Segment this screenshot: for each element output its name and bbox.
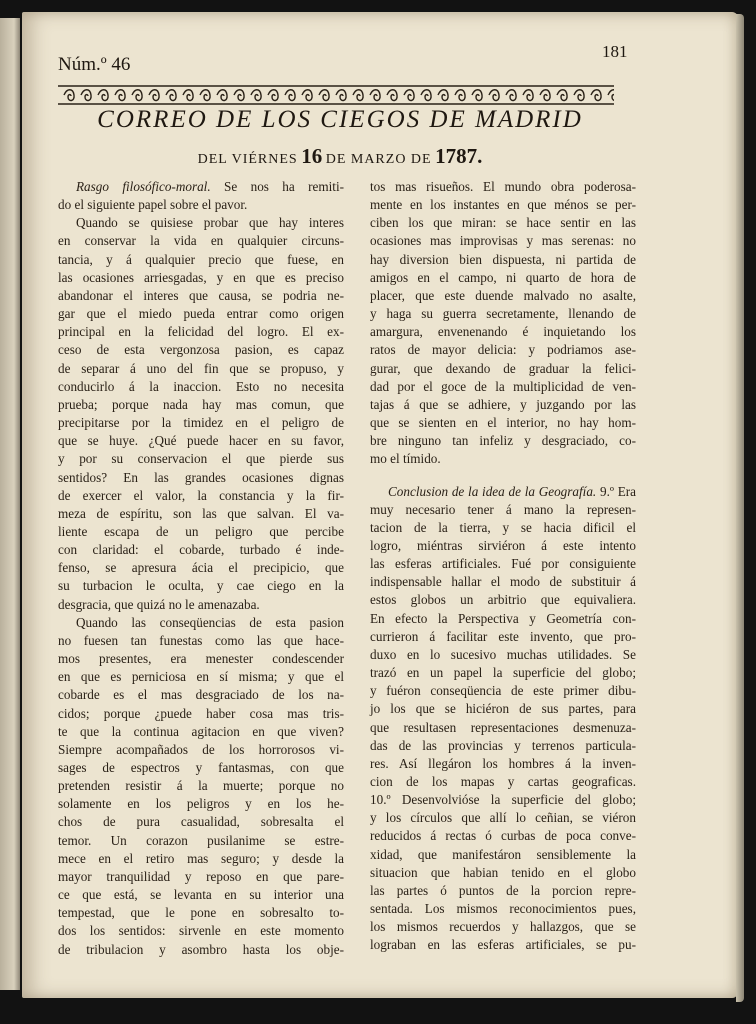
text-line: conducirlo á la inaccion. Esto no necesita <box>58 378 344 394</box>
text-line: ocasiones mas improvisas y mas serenas: no <box>370 233 636 249</box>
text-line: tancia, y á qualquier precio que fuese, en <box>58 251 344 267</box>
text-line: que se huye. ¿Qué puede hacer en su favor, <box>58 433 344 449</box>
text-line: gurar, que dexando de graduar la felici- <box>370 360 636 376</box>
text-line: duxo en lo sucesivo muchas utilidades. Se <box>370 646 636 662</box>
page-stack-edge <box>736 14 744 1002</box>
text-line: temor. Un corazon pusilanime se estre- <box>58 832 344 848</box>
ornament-scroll <box>489 90 499 101</box>
text-line <box>370 483 636 501</box>
text-line: de tribulacion y asombro hasta los obje- <box>58 941 344 957</box>
text-line: placer, que este duende malvado no asalte, <box>370 287 636 303</box>
text-line: currieron á facilitar este invento, que pro- <box>370 628 636 644</box>
text-line: lograban en las esferas artificiales, se pu- <box>370 937 636 953</box>
ornament-scroll <box>387 90 397 101</box>
ornament-scroll <box>319 90 329 101</box>
text-line: mente en los instantes en que ménos se per- <box>370 197 636 213</box>
text-line: y fuéron conseqüencia de este primer dibu- <box>370 683 636 699</box>
text-line: Quando las conseqüencias de esta pasion <box>76 614 344 630</box>
ornament-scroll <box>404 90 414 101</box>
text-line: xidad, que manifestáron sensiblemente la <box>370 846 636 862</box>
section-heading-rasgo: Rasgo filosófico-moral. <box>76 179 211 194</box>
text-line: 10.º Desenvolvióse la superficie del globo; <box>370 792 636 808</box>
text-line: res. Así llegáron los hombres á la inven- <box>370 755 636 771</box>
ornament-scroll <box>98 90 108 101</box>
text-line: mo el tímido. <box>370 451 441 467</box>
ornament-scroll <box>81 90 91 101</box>
text-line: en conservar la vida en qualquier circuns- <box>58 233 344 249</box>
ornament-scroll <box>200 90 210 101</box>
text-line: ratos de mayor delicia: y podriamos ase- <box>370 342 636 358</box>
ornament-scroll <box>421 90 431 101</box>
ornament-scroll <box>506 90 516 101</box>
text-line: mayor tranquilidad y reposo en que pare- <box>58 868 344 884</box>
ornament-scroll <box>234 90 244 101</box>
text-line: su turbacion le oculta, y cae ciego en la <box>58 578 344 594</box>
text-line: jo los que se hiciéron de sus partes, para <box>370 701 636 717</box>
text-line: las partes ó puntos de la porcion repre- <box>370 882 636 898</box>
text-line: ceso de esta vergonzosa pasion, es capaz <box>58 342 344 358</box>
dateline-day: 16 <box>301 144 323 168</box>
text-line: logro, miéntras sirviéron á este intento <box>370 537 636 553</box>
text-line: gar que el miedo pueda entrar como origen <box>58 306 344 322</box>
text-line: y haga su guerra secretamente, llenando de <box>370 306 636 322</box>
ornament-scroll <box>64 90 74 101</box>
text-line: dos los sentidos: sirvenle en este momento <box>58 923 344 939</box>
ornament-scroll <box>285 90 295 101</box>
text-line: cidos; porque ¿puede haber cosa mas tris- <box>58 705 344 721</box>
text-line: y por su conservacion el que pierde sus <box>58 451 344 467</box>
text-line: trazó en un papel la superficie del globo; <box>370 665 636 681</box>
text-line: tajas á que se adhiere, y juzgando por las <box>370 396 636 412</box>
ornamental-border <box>58 84 614 106</box>
text-line: cobarde es el mas desgraciado de los na- <box>58 687 344 703</box>
text-line: prueba; porque nada hay mas comun, que <box>58 396 344 412</box>
text-line: y los círculos que allí lo ceñian, se viéron <box>370 810 636 826</box>
text-line: liente escapa de un peligro que percibe <box>58 523 344 539</box>
text-line: te que la continua agitacion en que viven? <box>58 723 344 739</box>
text-line: estos globos un arbitrio que equivaliera. <box>370 592 636 608</box>
text-line: abandonar el interes que causa, se podria ne- <box>58 287 344 303</box>
ornament-scroll <box>472 90 482 101</box>
ornament-scroll <box>132 90 142 101</box>
text-line: sentada. Los mismos reconocimientos pues, <box>370 901 636 917</box>
ornament-scroll <box>183 90 193 101</box>
text-line: meza de espíritu, son las que salvan. El va- <box>58 505 344 521</box>
text-line: tempestad, que le pone en sobresalto to- <box>58 905 344 921</box>
text-line: muy necesario tener á mano la represen- <box>370 501 636 517</box>
text-line: de exercer el valor, la constancia y la fir- <box>58 487 344 503</box>
ornament-scroll <box>302 90 312 101</box>
text-line: tacion de la tierra, y se hacia dificil el <box>370 519 636 535</box>
text-line: desgracia, que quizá no le amenazaba. <box>58 596 260 612</box>
text-line: En efecto la Perspectiva y Geometría con- <box>370 610 636 626</box>
text-line: dad por el goce de la multiplicidad de ven- <box>370 378 636 394</box>
text-line: no fuesen tan funestas como las que hace- <box>58 632 344 648</box>
right-column <box>370 178 636 955</box>
text-line: pretenden resistir á la muerte; porque no <box>58 778 344 794</box>
left-column <box>58 178 344 959</box>
text-line: principal en la felicidad del logro. El ex- <box>58 324 344 340</box>
text-line: hay diversion bien dispuesta, ni partida de <box>370 251 636 267</box>
text-line: tos mas risueños. El mundo obra poderosa- <box>370 179 636 194</box>
ornament-scroll <box>574 90 584 101</box>
text-line: sentidos? En las grandes ocasiones dignas <box>58 469 344 485</box>
ornament-scroll <box>217 90 227 101</box>
ornament-scroll <box>115 90 125 101</box>
facing-page-edge <box>0 18 20 990</box>
text-line-fragment: Se nos ha remiti- <box>224 179 345 194</box>
text-line: indispensable hallar el modo de substituir á <box>370 574 636 590</box>
text-line: reducidos á rectas ó curbas de poca conve- <box>370 828 636 844</box>
ornament-scroll <box>608 90 614 101</box>
text-line: solamente en los peligros y en los he- <box>58 796 344 812</box>
text-line: precipitarse por la timidez en el peligro de <box>58 415 344 431</box>
text-line: que resultasen representaciones desmenuza- <box>370 719 636 735</box>
text-line: amargura, envenenando é inquietando los <box>370 324 636 340</box>
ornament-scroll <box>353 90 363 101</box>
issue-number: Núm.º 46 <box>58 54 131 75</box>
ornament-scroll <box>438 90 448 101</box>
text-line: de separar á uno del fin que se propuso, y <box>58 360 344 376</box>
ornament-scroll <box>591 90 601 101</box>
text-line: chos de pura casualidad, sobresalta el <box>58 814 344 830</box>
text-line: que se sienten en el interior, no hay hom- <box>370 415 636 431</box>
dateline <box>70 144 610 169</box>
text-line: Quando se quisiese probar que hay interes <box>76 215 344 231</box>
text-line: los mismos recuerdos y hallazgos, que se <box>370 919 636 935</box>
dateline-year: 1787. <box>435 144 483 168</box>
text-line: do el siguiente papel sobre el pavor. <box>58 197 248 213</box>
text-line: ciben los que miran: se hace sentir en las <box>370 215 636 231</box>
ornament-scroll <box>523 90 533 101</box>
ornament-scroll <box>540 90 550 101</box>
ornament-scroll <box>370 90 380 101</box>
paragraph-gap <box>370 469 636 483</box>
ornament-scroll <box>251 90 261 101</box>
text-line: situacion que habian tenido en el globo <box>370 864 636 880</box>
text-line: con claridad: el cobarde, turbado é inde- <box>58 542 344 558</box>
text-line: sages de espectros y fantasmas, con que <box>58 760 344 775</box>
text-line: mos presentes, era menester condescender <box>58 651 344 667</box>
text-line-fragment: 9.º Era <box>599 483 637 499</box>
dateline-month: DE MARZO DE <box>325 152 432 167</box>
ornament-scroll <box>455 90 465 101</box>
ornament-scroll <box>166 90 176 101</box>
ornament-scroll <box>557 90 567 101</box>
masthead-title: CORREO DE LOS CIEGOS DE MADRID <box>97 106 583 133</box>
text-line: las esferas artificiales. Fué por consiguiente <box>370 556 636 572</box>
text-line: en que es perniciosa en sí misma; y que el <box>58 669 344 685</box>
text-line: fenso, se apresura ácia el precipicio, que <box>58 560 344 576</box>
text-line: amigos en el campo, ni quarto de hora de <box>370 269 636 285</box>
text-line: mece en el retiro mas seguro; y desde la <box>58 850 344 866</box>
ornament-scroll <box>336 90 346 101</box>
ornament-scroll <box>149 90 159 101</box>
section-heading-geografia: Conclusion de la idea de la Geografía. <box>388 483 597 499</box>
text-line <box>58 178 344 196</box>
page-number: 181 <box>602 42 628 61</box>
text-line: cion de los mapas y cartas geograficas. <box>370 774 636 789</box>
dateline-weekday: DEL VIÉRNES <box>197 152 298 167</box>
text-line: las ocasiones arriesgadas, y en que es preciso <box>58 269 344 285</box>
text-line: Siempre acompañados de los horrorosos vi- <box>58 741 344 757</box>
ornament-scroll <box>268 90 278 101</box>
text-line: ce que está, se levanta en su interior una <box>58 887 344 903</box>
text-line: das de las provincias y terrenos particula- <box>370 737 636 753</box>
text-line: bre ninguno tan infeliz y desgraciado, co- <box>370 433 636 449</box>
